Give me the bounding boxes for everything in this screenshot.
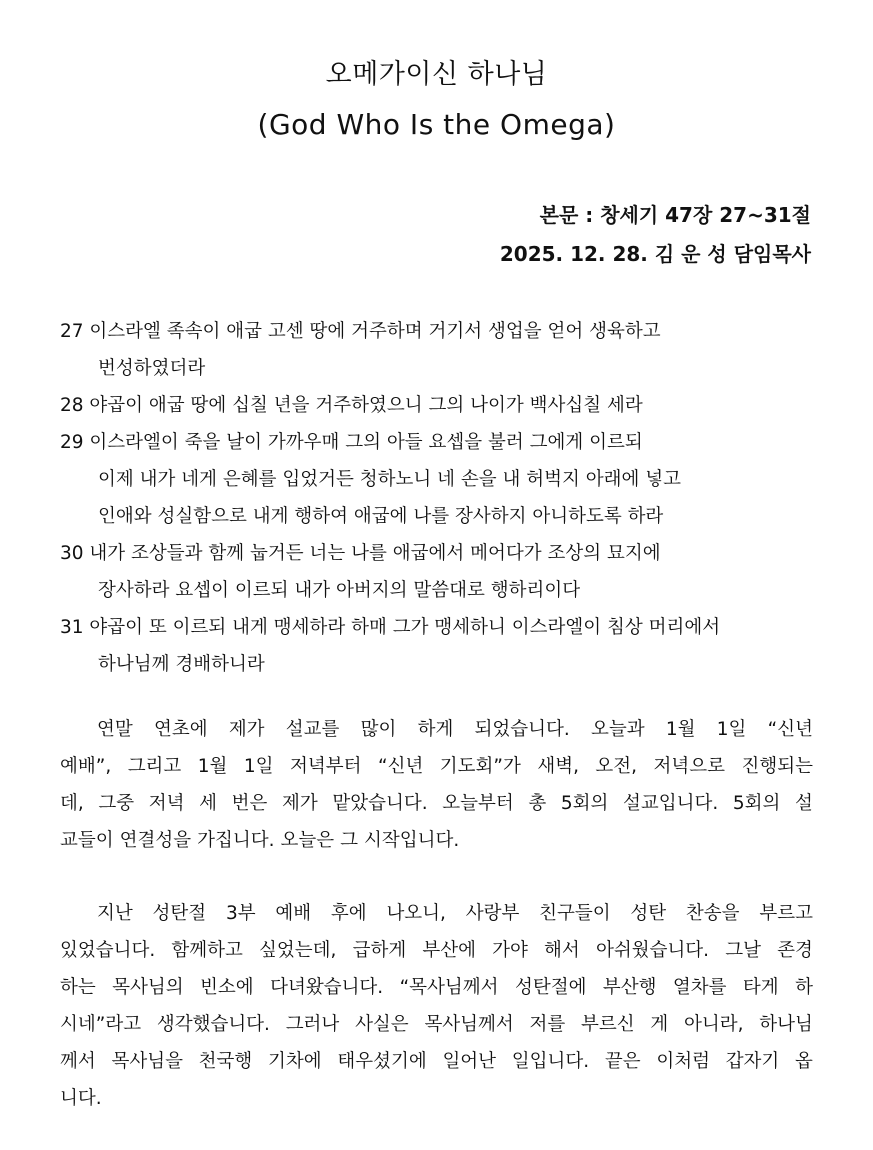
verse-line: 인애와 성실함으로 내게 행하여 애굽에 나를 장사하지 아니하도록 하라	[98, 506, 664, 527]
verse-line: 하나님께 경배하니라	[98, 654, 265, 675]
verse-line: 28 야곱이 애굽 땅에 십칠 년을 거주하였으니 그의 나이가 백사십칠 세라	[60, 395, 643, 416]
verse-line: 31 야곱이 또 이르되 내게 맹세하라 하매 그가 맹세하니 이스라엘이 침상 머리에서	[60, 617, 721, 638]
paragraph-line: 하는 목사님의 빈소에 다녀왔습니다. “목사님께서 성탄절에 부산행 열차를 타게 하	[60, 977, 813, 998]
verse-line: 장사하라 요셉이 이르되 내가 아버지의 말씀대로 행하리이다	[98, 580, 581, 601]
verse-line: 30 내가 조상들과 함께 눕거든 너는 나를 애굽에서 메어다가 조상의 묘지에	[60, 543, 661, 564]
scripture-passage	[60, 313, 820, 683]
verse-line: 27 이스라엘 족속이 애굽 고센 땅에 거주하며 거기서 생업을 얻어 생육하고	[60, 321, 661, 342]
paragraph-line: 께서 목사님을 천국행 기차에 태우셨기에 일어난 일입니다. 끝은 이처럼 갑자기 옵	[60, 1051, 813, 1072]
paragraph-line: 교들이 연결성을 가집니다. 오늘은 그 시작입니다.	[60, 830, 460, 851]
verse-line: 이제 내가 네게 은혜를 입었거든 청하노니 네 손을 내 허벅지 아래에 넣고	[98, 469, 681, 490]
paragraph-line: 데, 그중 저녁 세 번은 제가 맡았습니다. 오늘부터 총 5회의 설교입니다. 5회의 설	[60, 793, 813, 814]
paragraph-line: 예배”, 그리고 1월 1일 저녁부터 “신년 기도회”가 새벽, 오전, 저녁으로 진행되는	[60, 756, 813, 777]
sermon-title-english: (God Who Is the Omega)	[257, 108, 616, 141]
sermon-title-korean: 오메가이신 하나님	[325, 59, 548, 90]
paragraph-line: 니다.	[60, 1088, 102, 1109]
body-paragraph-1	[60, 711, 813, 859]
paragraph-line: 있었습니다. 함께하고 싶었는데, 급하게 부산에 가야 해서 아쉬웠습니다. 그날 존경	[60, 940, 813, 961]
date-and-pastor: 2025. 12. 28. 김 운 성 담임목사	[499, 242, 811, 266]
verse-line: 번성하였더라	[98, 358, 206, 379]
scripture-reference: 본문 : 창세기 47장 27~31절	[539, 203, 811, 227]
paragraph-line: 시네”라고 생각했습니다. 그러나 사실은 목사님께서 저를 부르신 게 아니라, 하나님	[60, 1014, 813, 1035]
verse-line: 29 이스라엘이 죽을 날이 가까우매 그의 아들 요셉을 불러 그에게 이르되	[60, 432, 643, 453]
body-paragraph-2	[60, 895, 813, 1117]
paragraph-line: 지난 성탄절 3부 예배 후에 나오니, 사랑부 친구들이 성탄 찬송을 부르고	[60, 903, 813, 924]
paragraph-line: 연말 연초에 제가 설교를 많이 하게 되었습니다. 오늘과 1월 1일 “신년	[60, 719, 813, 740]
